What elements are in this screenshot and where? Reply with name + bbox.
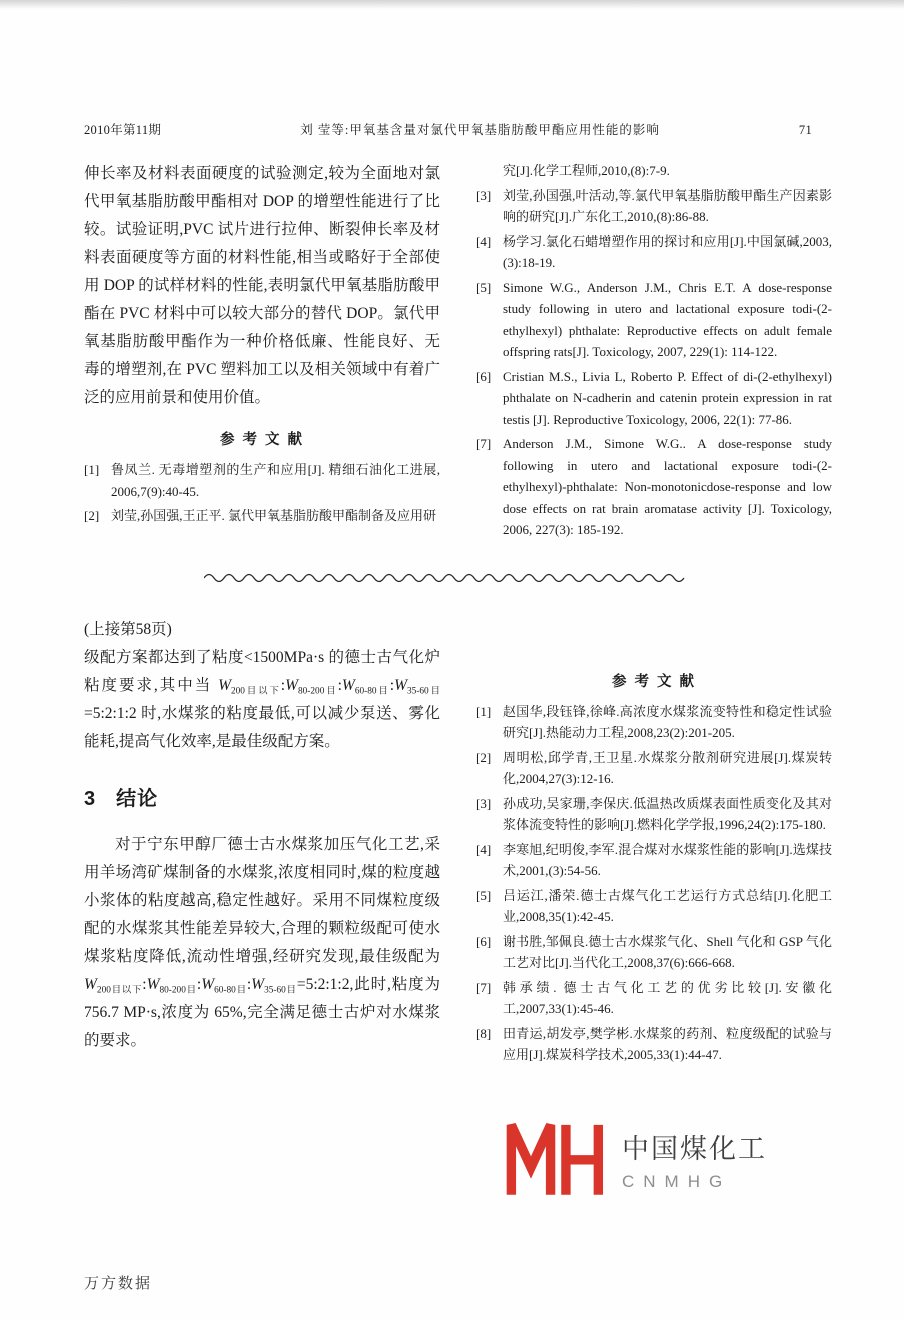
publisher-name-cn: 中国煤化工 [622, 1133, 767, 1164]
reference-item: [5] 吕运江,潘荣.德士古煤气化工艺运行方式总结[J].化肥工业,2008,35(1):42-45. [476, 887, 832, 924]
article2 [84, 616, 832, 1069]
article1 [84, 160, 832, 544]
reference-item: [5] Simone W.G., Anderson J.M., Chris E.T. A dose-response study following in utero and lactational exposure todi-(2-ethylhexyl) phthalate: Reproductive effects on adult female offspring rats[J]. Toxicology, 2007, 229(1): 114-122. [476, 279, 832, 359]
continued-from-note: (上接第58页) [84, 620, 172, 638]
reference-item: [1] 鲁凤兰. 无毒增塑剂的生产和应用[J]. 精细石油化工进展, 2006,7(9):40-45. [84, 462, 440, 499]
section-divider [204, 570, 694, 584]
reference-item: [7] 韩承绩. 德士古气化工艺的优劣比较[J].安徽化工,2007,33(1):45-46. [476, 979, 832, 1016]
reference-item: [3] 刘莹,孙国强,叶活动,等.氯代甲氧基脂肪酸甲酯生产因素影响的研究[J].广东化工,2010,(8):86-88. [476, 187, 832, 224]
article2-right-column [476, 616, 832, 1069]
reference-item: [1] 赵国华,段钰锋,徐峰.高浓度水煤浆流变特性和稳定性试验研究[J].热能动力工程,2008,23(2):201-205. [476, 703, 832, 740]
reference-item: [2] 周明松,邱学青,王卫星.水煤浆分散剂研究进展[J].煤炭转化,2004,27(3):12-16. [476, 749, 832, 786]
conclusion-heading [84, 782, 440, 811]
reference-item: [6] 谢书胜,邹佩良.德士古水煤浆气化、Shell 气化和 GSP 气化工艺对比[J].当代化工,2008,37(6):666-668. [476, 933, 832, 970]
reference-item: [3] 孙成功,吴家珊,李保庆.低温热改质煤表面性质变化及其对浆体流变特性的影响[J].燃料化学学报,1996,24(2):175-180. [476, 795, 832, 832]
article2-left-column [84, 616, 440, 1069]
article2-paragraph-2: 对于宁东甲醇厂德士古水煤浆加压气化工艺,采用羊场湾矿煤制备的水煤浆,浓度相同时,煤的粒度越小浆体的粘度越高,稳定性越好。采用不同煤粒度级配的水煤浆其性能差异较大,合理的颗粒级配可使水煤浆粘度降低,流动性增强,经研究发现,最佳级配为 $W_{200目以下}:W_{80-200目}:W_{60-80目}:W_{35-60目}=5:2:1:2$,此时,粘度为 756.7 MP·s,浓度为 65%,完全满足德士古炉对水煤浆的要求。 [84, 835, 440, 1049]
article1-paragraph: 伸长率及材料表面硬度的试验测定,较为全面地对氯代甲氧基脂肪酸甲酯相对 DOP 的增塑性能进行了比较。试验证明,PVC 试片进行拉伸、断裂伸长率及材料表面硬度等方面的材料性能,相当或略好于全部使用 DOP 的试样材料的性能,表明氯代甲氧基脂肪酸甲酯在 PVC 材料中可以较大部分的替代 DOP。氯代甲氧基脂肪酸甲酯作为一种价格低廉、性能良好、无毒的增塑剂,在 PVC 塑料加工以及相关领域中有着广泛的应用前景和使用价值。 [84, 165, 440, 406]
article1-references-right [476, 185, 832, 541]
section-number: 3 [84, 787, 97, 810]
publisher-logo [502, 1118, 767, 1200]
running-title: 刘 莹等:甲氧基含量对氯代甲氧基脂肪酸甲酯应用性能的影响 [300, 123, 660, 137]
issue-label: 2010年第11期 [84, 123, 162, 137]
publisher-name-en: CNMHG [622, 1171, 732, 1191]
article1-right-column [476, 160, 832, 544]
reference-item: [4] 杨学习.氯化石蜡增塑作用的探讨和应用[J].中国氯碱,2003,(3):18-19. [476, 233, 832, 270]
article2-references [476, 701, 832, 1066]
page-content [84, 160, 832, 1069]
running-head [84, 120, 812, 138]
article1-left-column [84, 160, 440, 544]
article2-references-heading: 参 考 文 献 [611, 673, 697, 690]
scan-artifact [0, 0, 904, 9]
wavy-line-icon [204, 570, 694, 584]
cnmhg-logo-icon [502, 1118, 606, 1200]
publisher-name [622, 1127, 767, 1192]
article2-paragraph-1: 级配方案都达到了粘度<1500MPa·s 的德士古气化炉粘度要求,其中当 $W_{200目以下}:W_{80-200目}:W_{60-80目}:W_{35-60目}=5:2:1:2$ 时,水煤浆的粘度最低,可以减少泵送、雾化能耗,提高气化效率,是最佳级配方案。 [84, 648, 440, 750]
reference-item: [7] Anderson J.M., Simone W.G.. A dose-response study following in utero and lactational exposure todi-(2-ethylhexyl)-phthalate: Non-monotonicdose-response and low dose effects on rat brain aromatase activity [J]. Toxicology, 2006, 227(3): 185-192. [476, 436, 832, 537]
wanfang-watermark: 万方数据 [84, 1276, 153, 1292]
reference-item: [8] 田青运,胡发亭,樊学彬.水煤浆的药剂、粒度级配的试验与应用[J].煤炭科学技术,2005,33(1):44-47. [476, 1025, 832, 1062]
section-title: 结论 [116, 787, 159, 810]
reference-item: [6] Cristian M.S., Livia L, Roberto P. Effect of di-(2-ethylhexyl) phthalate on N-cadherin and catenin protein expression in rat testis [J]. Reproductive Toxicology, 2006, 22(1): 77-86. [476, 368, 832, 427]
article1-references-left [84, 459, 440, 527]
article1-references-heading: 参 考 文 献 [219, 432, 305, 448]
page-number: 71 [798, 123, 812, 137]
reference-continuation: 究[J].化学工程师,2010,(8):7-9. [503, 163, 670, 178]
reference-item: [4] 李寒旭,纪明俊,李军.混合煤对水煤浆性能的影响[J].选煤技术,2001,(3):54-56. [476, 841, 832, 878]
reference-item: [2] 刘莹,孙国强,王正平. 氯代甲氧基脂肪酸甲酯制备及应用研 [84, 508, 437, 523]
